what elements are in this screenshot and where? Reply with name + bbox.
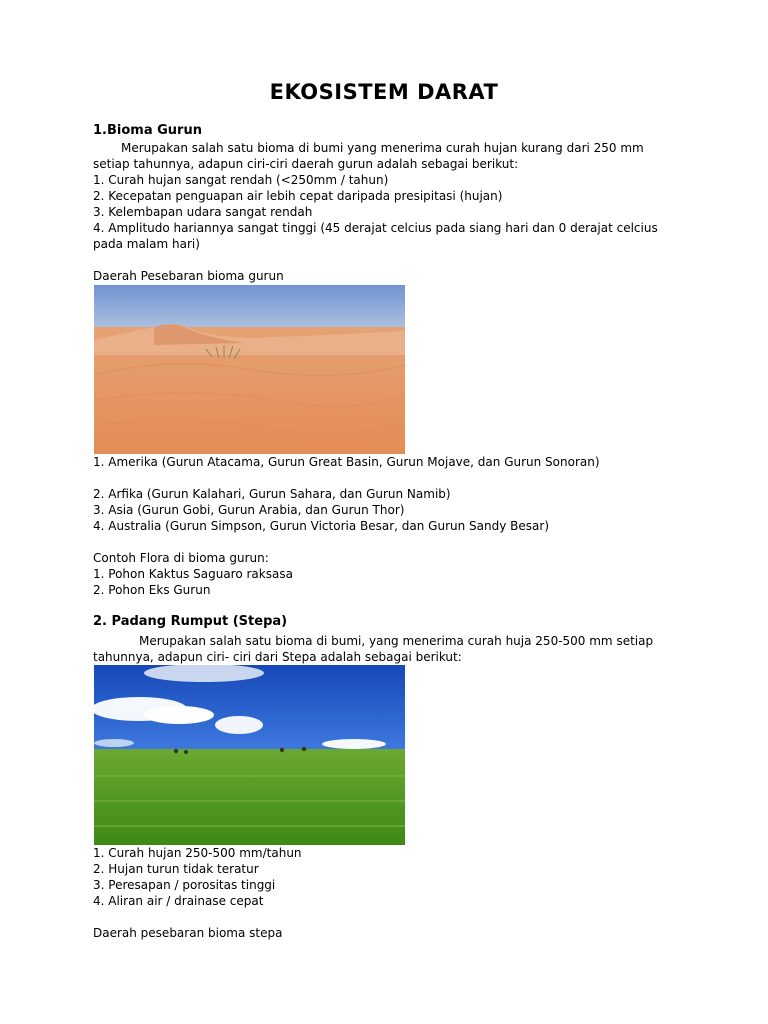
list-item: 4. Aliran air / drainase cepat bbox=[93, 894, 264, 908]
list-item: 3. Peresapan / porositas tinggi bbox=[93, 878, 276, 892]
list-item: 4. Amplitudo hariannya sangat tinggi (45 derajat celcius pada siang hari dan 0 derajat celcius bbox=[93, 221, 658, 235]
list-item: 3. Asia (Gurun Gobi, Gurun Arabia, dan Gurun Thor) bbox=[93, 503, 405, 517]
distribution-label: Daerah Pesebaran bioma gurun bbox=[93, 269, 284, 283]
desert-image bbox=[94, 285, 405, 454]
list-item: 2. Kecepatan penguapan air lebih cepat daripada presipitasi (hujan) bbox=[93, 189, 503, 203]
flora-label: Contoh Flora di bioma gurun: bbox=[93, 551, 269, 565]
section-heading-padang-rumput: 2. Padang Rumput (Stepa) bbox=[93, 614, 288, 629]
paragraph-line: Merupakan salah satu bioma di bumi yang menerima curah hujan kurang dari 250 mm bbox=[121, 141, 644, 155]
list-item: 2. Arfika (Gurun Kalahari, Gurun Sahara, dan Gurun Namib) bbox=[93, 487, 451, 501]
distribution-label: Daerah pesebaran bioma stepa bbox=[93, 926, 283, 940]
list-item: 2. Hujan turun tidak teratur bbox=[93, 862, 259, 876]
paragraph-line: setiap tahunnya, adapun ciri-ciri daerah gurun adalah sebagai berikut: bbox=[93, 157, 519, 171]
page-title: EKOSISTEM DARAT bbox=[269, 80, 499, 104]
list-item: 1. Pohon Kaktus Saguaro raksasa bbox=[93, 567, 293, 581]
list-item: pada malam hari) bbox=[93, 237, 200, 251]
grassland-image bbox=[94, 665, 405, 845]
list-item: 2. Pohon Eks Gurun bbox=[93, 583, 211, 597]
paragraph-line: tahunnya, adapun ciri- ciri dari Stepa adalah sebagai berikut: bbox=[93, 650, 462, 664]
paragraph-line: Merupakan salah satu bioma di bumi, yang menerima curah huja 250-500 mm setiap bbox=[139, 634, 654, 648]
list-item: 1. Amerika (Gurun Atacama, Gurun Great Basin, Gurun Mojave, dan Gurun Sonoran) bbox=[93, 455, 600, 469]
list-item: 1. Curah hujan sangat rendah (<250mm / tahun) bbox=[93, 173, 389, 187]
list-item: 4. Australia (Gurun Simpson, Gurun Victoria Besar, dan Gurun Sandy Besar) bbox=[93, 519, 549, 533]
list-item: 3. Kelembapan udara sangat rendah bbox=[93, 205, 313, 219]
section-heading-bioma-gurun: 1.Bioma Gurun bbox=[93, 123, 202, 138]
list-item: 1. Curah hujan 250-500 mm/tahun bbox=[93, 846, 302, 860]
